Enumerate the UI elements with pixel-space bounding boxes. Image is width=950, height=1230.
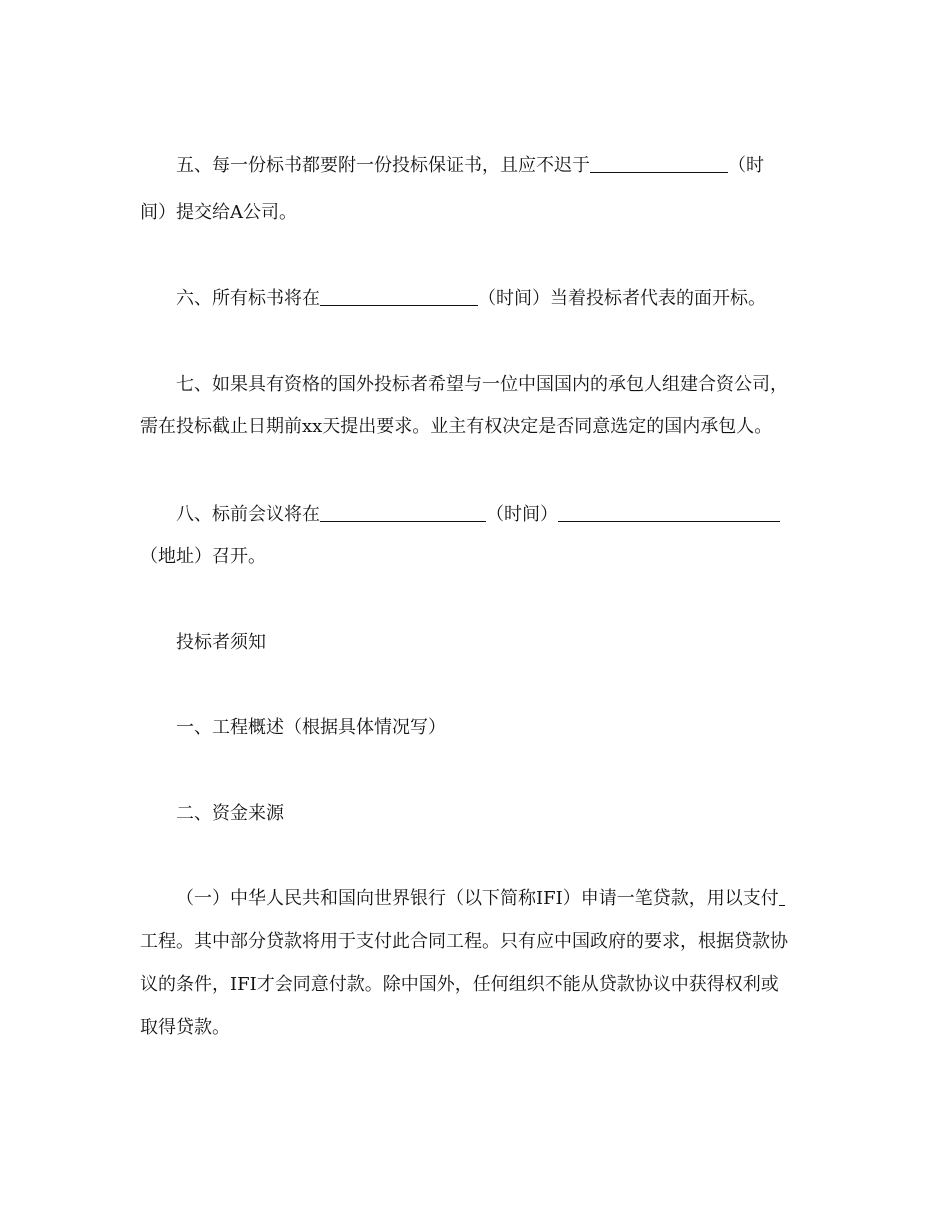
paragraph-8-line-2 — [140, 545, 266, 569]
paragraph-8-time-label: （时间） — [486, 504, 558, 525]
paragraph-funding-line-3 — [140, 973, 779, 997]
paragraph-6-text: 六、所有标书将在 — [176, 288, 320, 309]
paragraph-5-line-2 — [140, 201, 297, 225]
paragraph-5-line-1 — [176, 154, 764, 178]
paragraph-funding-text-line-2: 工程。其中部分贷款将用于支付此合同工程。只有应中国政府的要求，根据贷款协 — [140, 931, 788, 952]
paragraph-7-line-1 — [176, 373, 788, 397]
paragraph-funding-text: （一）中华人民共和国向世界银行（以下简称IFI）申请一笔贷款，用以支付 — [176, 888, 779, 909]
paragraph-funding-line-4 — [140, 1016, 230, 1040]
paragraph-7-text: 七、如果具有资格的国外投标者希望与一位中国国内的承包人组建合资公司， — [176, 374, 788, 395]
paragraph-8-line-1 — [176, 503, 780, 527]
time-blank — [320, 503, 486, 522]
section-heading — [176, 631, 266, 655]
time-blank — [590, 154, 728, 173]
item-2-text: 二、资金来源 — [176, 803, 284, 824]
paragraph-6-text-after-blank: （时间）当着投标者代表的面开标。 — [478, 288, 766, 309]
paragraph-8-text-continued: （地址）召开。 — [140, 546, 266, 567]
paragraph-7-line-2 — [140, 415, 772, 439]
paragraph-5-text-after-blank: （时 — [728, 155, 764, 176]
paragraph-funding-line-1 — [176, 887, 785, 911]
time-blank — [320, 287, 478, 306]
section-heading-text: 投标者须知 — [176, 632, 266, 653]
paragraph-funding-line-2 — [140, 930, 788, 954]
paragraph-funding-text-line-4: 取得贷款。 — [140, 1017, 230, 1038]
paragraph-6 — [176, 287, 766, 311]
paragraph-funding-text-line-3: 议的条件，IFI才会同意付款。除中国外，任何组织不能从贷款协议中获得权利或 — [140, 974, 779, 995]
address-blank — [558, 503, 780, 522]
item-2 — [176, 802, 284, 826]
project-blank — [779, 887, 785, 906]
item-1 — [176, 716, 446, 740]
paragraph-5-text: 五、每一份标书都要附一份投标保证书，且应不迟于 — [176, 155, 590, 176]
paragraph-8-text: 八、标前会议将在 — [176, 504, 320, 525]
item-1-text: 一、工程概述（根据具体情况写） — [176, 717, 446, 738]
paragraph-5-text-continued: 间）提交给A公司。 — [140, 202, 297, 223]
paragraph-7-text-continued: 需在投标截止日期前xx天提出要求。业主有权决定是否同意选定的国内承包人。 — [140, 416, 773, 437]
